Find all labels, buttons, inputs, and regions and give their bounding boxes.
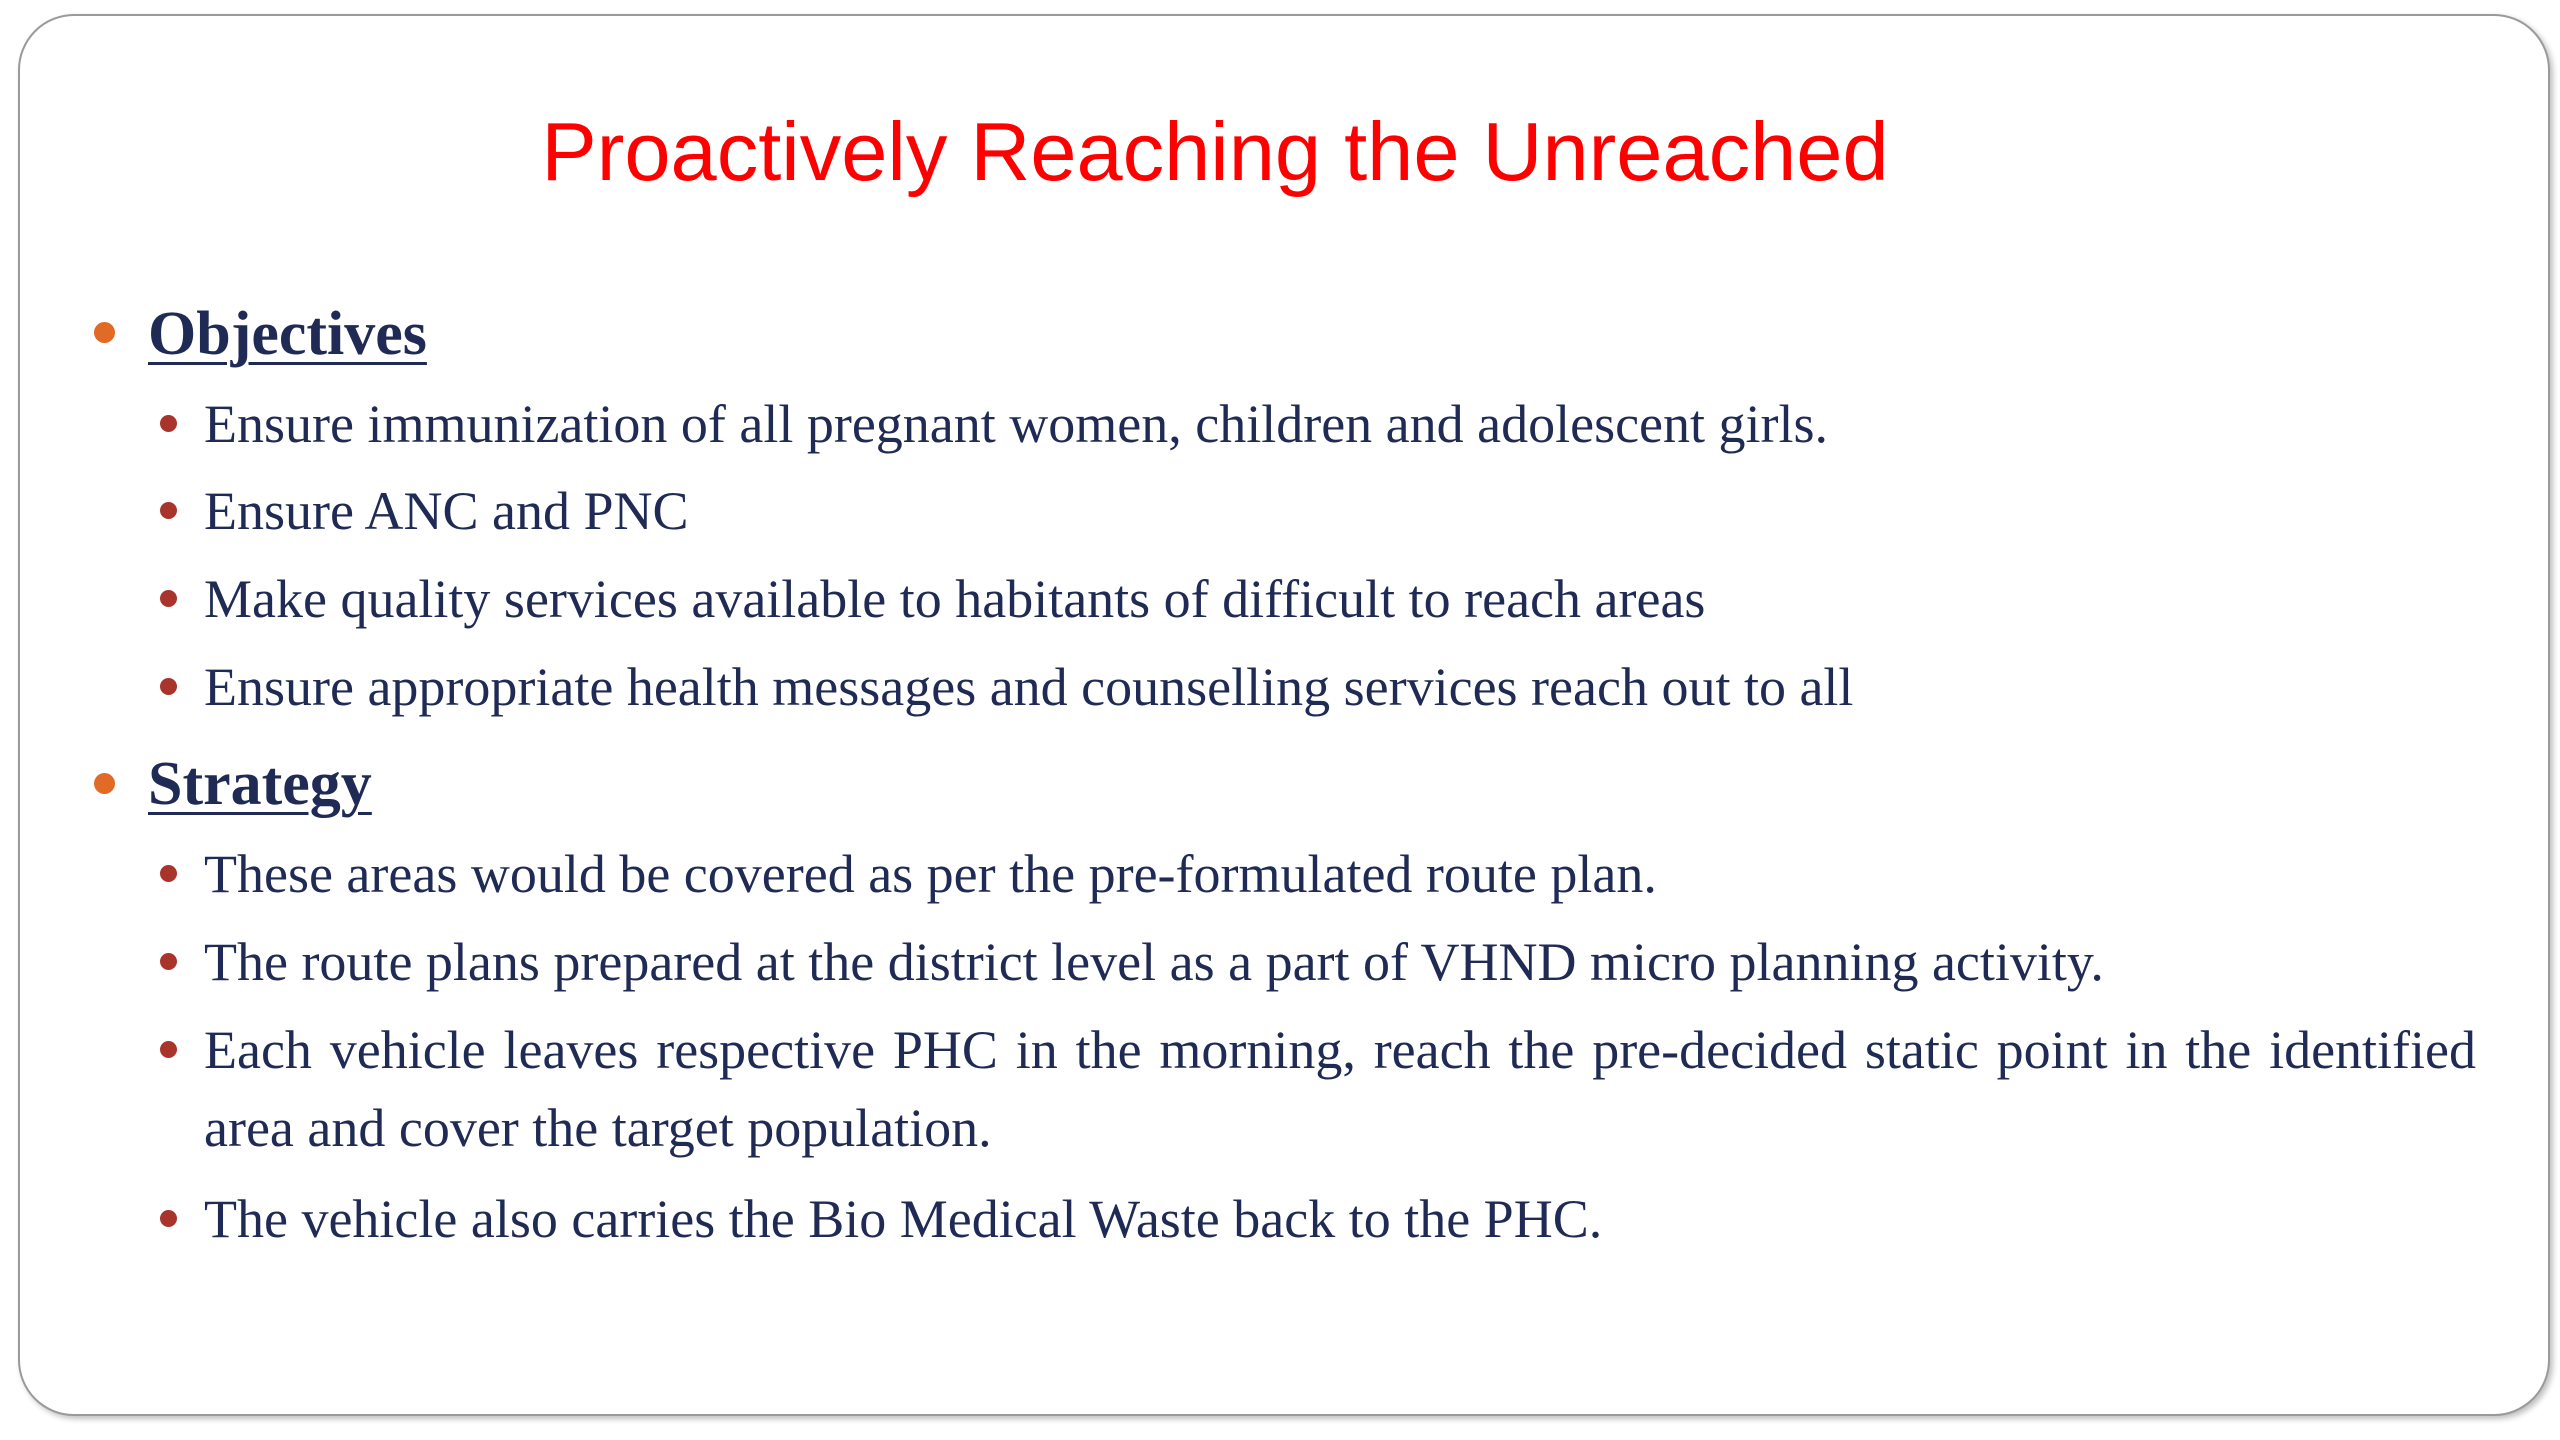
section-heading-strategy: Strategy	[148, 750, 372, 818]
item-bullet-icon	[160, 1210, 177, 1227]
strategy-item: These areas would be covered as per the pre-formulated route plan.	[204, 844, 1657, 904]
section-heading-objectives: Objectives	[148, 300, 427, 368]
objective-item: Make quality services available to habitants of difficult to reach areas	[204, 569, 1706, 629]
item-bullet-icon	[160, 678, 177, 695]
item-bullet-icon	[160, 865, 177, 882]
objective-item: Ensure appropriate health messages and counselling services reach out to all	[204, 657, 1854, 717]
item-bullet-icon	[160, 953, 177, 970]
strategy-item: Each vehicle leaves respective PHC in the morning, reach the pre-decided static point in the identified area and cover the target population.	[204, 1020, 2476, 1158]
item-bullet-icon	[160, 590, 177, 607]
item-bullet-icon	[160, 1041, 177, 1058]
item-bullet-icon	[160, 415, 177, 432]
item-bullet-icon	[160, 502, 177, 519]
objective-item: Ensure ANC and PNC	[204, 481, 689, 541]
strategy-item: The vehicle also carries the Bio Medical Waste back to the PHC.	[204, 1189, 1603, 1249]
objective-item: Ensure immunization of all pregnant women, children and adolescent girls.	[204, 394, 1829, 454]
strategy-item: The route plans prepared at the district level as a part of VHND micro planning activity.	[204, 932, 2104, 992]
slide-title: Proactively Reaching the Unreached	[541, 105, 1889, 198]
section-bullet-icon	[94, 322, 115, 343]
section-bullet-icon	[94, 773, 115, 794]
